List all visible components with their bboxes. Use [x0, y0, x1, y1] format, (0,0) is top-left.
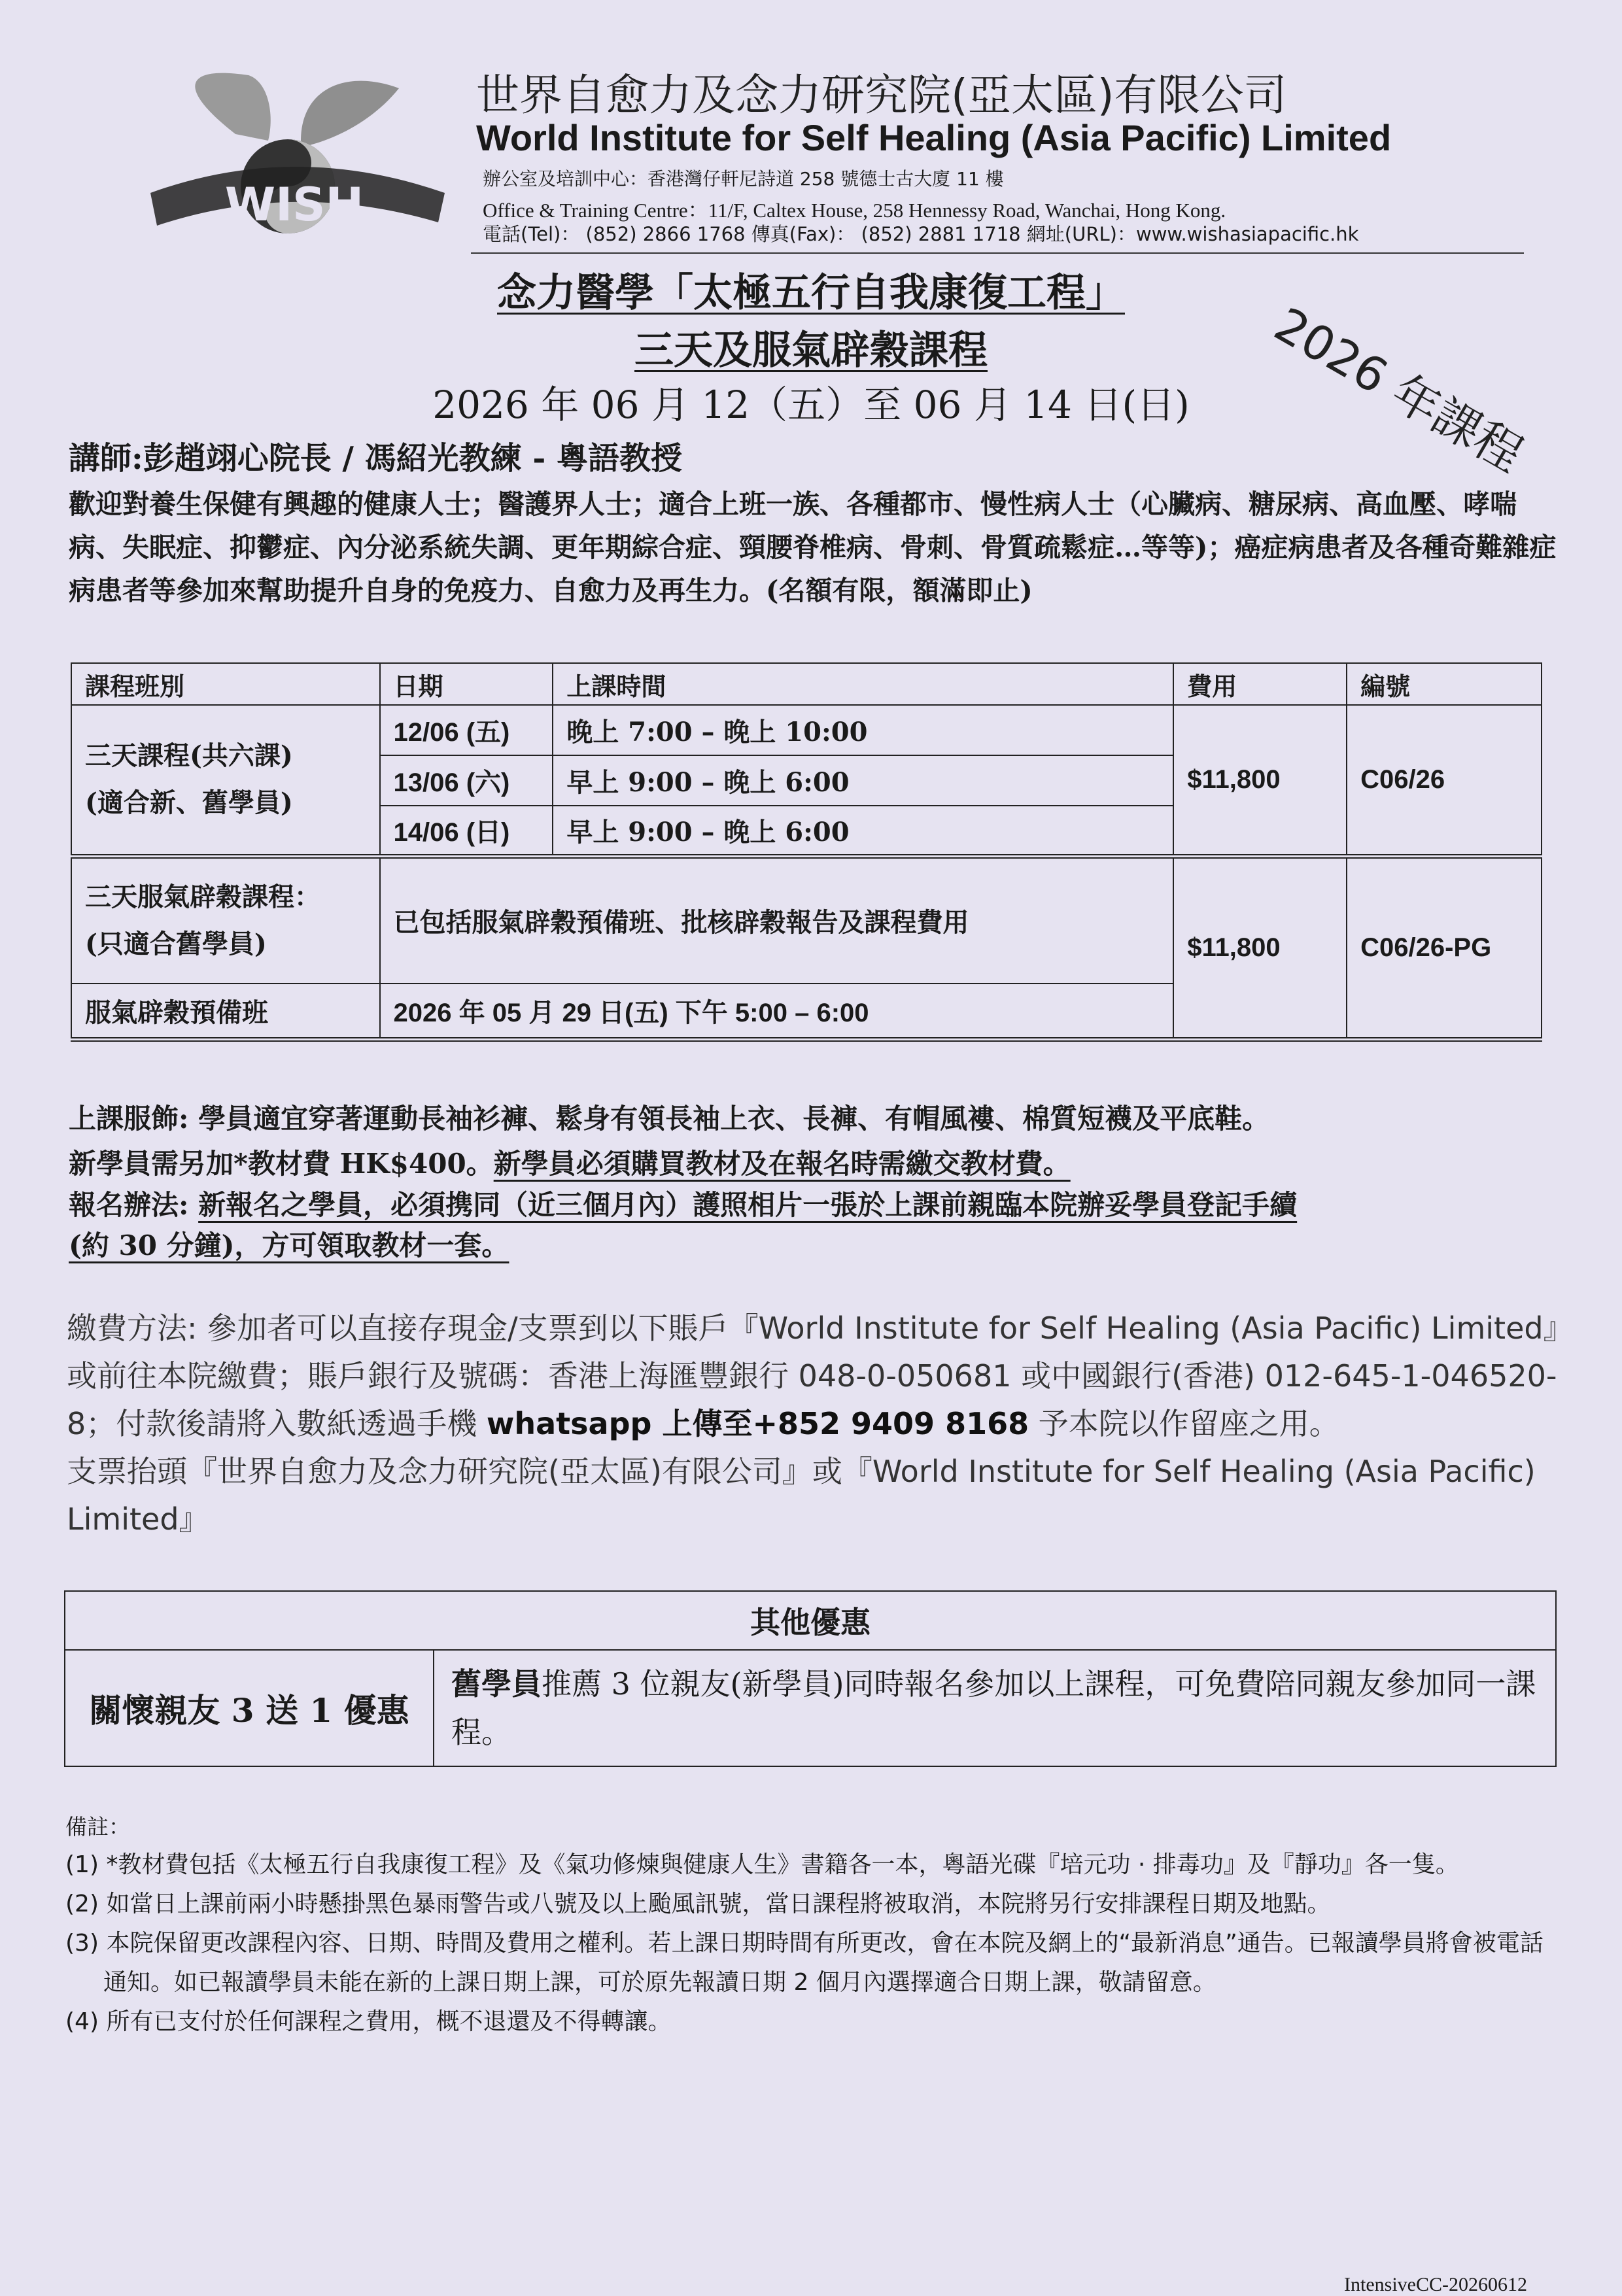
- course2-note: (只適合舊學員): [85, 928, 267, 959]
- remark-item: (4) 所有已支付於任何課程之費用，概不退還及不得轉讓。: [65, 2008, 672, 2035]
- discount-table: [64, 1590, 1557, 1767]
- instructor-line: 講師:彭趙翊心院長 / 馮紹光教練 - 粵語教授: [69, 440, 683, 477]
- session-date: 14/06 (日): [380, 806, 553, 856]
- remark-item: (3) 本院保留更改課程內容、日期、時間及費用之權利。若上課日期時間有所更改，會在本院及網上的“最新消息”通告。已報讀學員將會被電話通知。如已報讀學員未能在新的上課日期上課，可於原先報讀日期 2 個月內選擇適合日期上課，敬請留意。: [65, 1930, 1544, 1996]
- course1-name: 三天課程(共六課): [85, 740, 293, 772]
- dress-code: [69, 1097, 1269, 1137]
- cheque-payee: 支票抬頭『世界自愈力及念力研究院(亞太區)有限公司』或『World Institute for Self Healing (Asia Pacific) Limited』: [67, 1454, 1536, 1537]
- header-cell: 日期: [380, 663, 553, 705]
- address-cn: 辦公室及培訓中心：香港灣仔軒尼詩道 258 號德士古大廈 11 樓: [483, 168, 1004, 190]
- company-name-cn: 世界自愈力及念力研究院(亞太區)有限公司: [476, 70, 1287, 120]
- material-fee-requirement: 新學員必須購買教材及在報名時需繳交教材費。: [493, 1148, 1071, 1180]
- session-date: 13/06 (六): [380, 755, 553, 806]
- schedule-table: [71, 662, 1542, 1042]
- table-header-row: [71, 663, 1542, 705]
- logo-text: WISH: [224, 178, 364, 231]
- header-cell: 費用: [1173, 663, 1347, 705]
- session-time: 早上 9:00 – 晚上 6:00: [553, 755, 1173, 806]
- material-fee-text: 新學員需另加*教材費 HK$400。: [69, 1148, 494, 1180]
- year-stamp: 2026 年課程: [1266, 296, 1532, 483]
- discount-desc: 舊學員推薦 3 位親友(新學員)同時報名參加以上課程，可免費陪同親友參加同一課程。: [434, 1650, 1556, 1766]
- course-dates: 2026 年 06 月 12（五）至 06 月 14 日(日): [432, 383, 1190, 427]
- remark-item: (2) 如當日上課前兩小時懸掛黑色暴雨警告或八號及以上颱風訊號，當日課程將被取消，本院將另行安排課程日期及地點。: [65, 1891, 1331, 1917]
- course2-name: 三天服氣辟穀課程：: [85, 881, 320, 912]
- registration-text: 新報名之學員，必須携同（近三個月內）護照相片一張於上課前親臨本院辦妥學員登記手續: [198, 1189, 1298, 1221]
- discount-header: 其他優惠: [65, 1591, 1556, 1650]
- document-id: IntensiveCC-20260612: [1344, 2274, 1527, 2295]
- table-row: [71, 705, 1542, 755]
- course1-code: C06/26: [1347, 705, 1542, 856]
- header-cell: 課程班別: [71, 663, 380, 705]
- course2-fee: $11,800: [1173, 856, 1347, 1039]
- course2-name-cell: [71, 856, 380, 984]
- registration-method: [69, 1184, 1297, 1223]
- remark-item: (1) *教材費包括《太極五行自我康復工程》及《氣功修煉與健康人生》書籍各一本，粵語光碟『培元功 · 排毒功』及『靜功』各一隻。: [65, 1851, 1459, 1878]
- material-fee: [69, 1142, 1071, 1182]
- company-name-en: World Institute for Self Healing (Asia Pacific) Limited: [476, 117, 1392, 158]
- whatsapp-number: whatsapp 上傳至+852 9409 8168: [486, 1406, 1029, 1441]
- prep-datetime: 2026 年 05 月 29 日(五) 下午 5:00 – 6:00: [380, 984, 1174, 1039]
- course1-name-cell: [71, 705, 380, 856]
- prep-name: 服氣辟穀預備班: [71, 984, 380, 1039]
- remarks-list: [65, 1845, 1563, 2042]
- course2-desc: 已包括服氣辟穀預備班、批核辟穀報告及課程費用: [380, 856, 1174, 984]
- registration-text-cont: (約 30 分鐘)，方可領取教材一套。: [69, 1229, 509, 1261]
- session-time: 晚上 7:00 – 晚上 10:00: [553, 705, 1173, 755]
- dress-label: 上課服飾:: [69, 1103, 189, 1135]
- intro-paragraph: 歡迎對養生保健有興趣的健康人士；醫護界人士；適合上班一族、各種都市、慢性病人士（心臟病、糖尿病、高血壓、哮喘病、失眠症、抑鬱症、內分泌系統失調、更年期綜合症、頸腰脊椎病、骨刺、骨質疏鬆症…等等)；癌症病患者及各種奇難雜症病患者等參加來幫助提升自身的免疫力、自愈力及再生力。(名額有限，額滿即止): [69, 488, 1557, 606]
- remarks-title: 備註：: [65, 1814, 130, 1840]
- course-subtitle: 三天及服氣辟穀課程: [634, 328, 988, 373]
- address-en: Office & Training Centre：11/F, Caltex House, 258 Hennessy Road, Wanchai, Hong Kong.: [483, 199, 1226, 222]
- header-cell: 上課時間: [553, 663, 1173, 705]
- table-row: [65, 1591, 1556, 1650]
- table-row: [71, 856, 1542, 984]
- payment-section: [67, 1305, 1564, 1543]
- discount-label: 關懷親友 3 送 1 優惠: [65, 1650, 434, 1766]
- table-row: [65, 1650, 1556, 1766]
- registration-label: 報名辦法:: [69, 1189, 189, 1221]
- payment-method: 繳費方法: 參加者可以直接存現金/支票到以下賬戶『World Institute for Self Healing (Asia Pacific) Limited』或前往本院繳費；賬戶銀行及號碼：香港上海匯豐銀行 048-0-050681 或中國銀行(香港) 012-645-1-046520-8；付款後請將入數紙透過手機 whatsapp 上傳至+852 9409 8168 予本院以作留座之用。: [67, 1311, 1559, 1441]
- course1-fee: $11,800: [1173, 705, 1347, 856]
- course2-code: C06/26-PG: [1347, 856, 1542, 1039]
- contact-info: 電話(Tel)： (852) 2866 1768 傳真(Fax)： (852) 2881 1718 網址(URL)：www.wishasiapacific.hk: [483, 223, 1359, 245]
- course-title: 念力醫學「太極五行自我康復工程」: [497, 270, 1125, 316]
- header-divider: [471, 252, 1524, 254]
- wish-logo: [137, 62, 451, 252]
- session-date: 12/06 (五): [380, 705, 553, 755]
- dress-text: 學員適宜穿著運動長袖衫褲、鬆身有領長袖上衣、長褲、有帽風褸、棉質短襪及平底鞋。: [198, 1103, 1270, 1135]
- session-time: 早上 9:00 – 晚上 6:00: [553, 806, 1173, 856]
- header-cell: 編號: [1347, 663, 1542, 705]
- course1-note: (適合新、舊學員): [85, 787, 293, 819]
